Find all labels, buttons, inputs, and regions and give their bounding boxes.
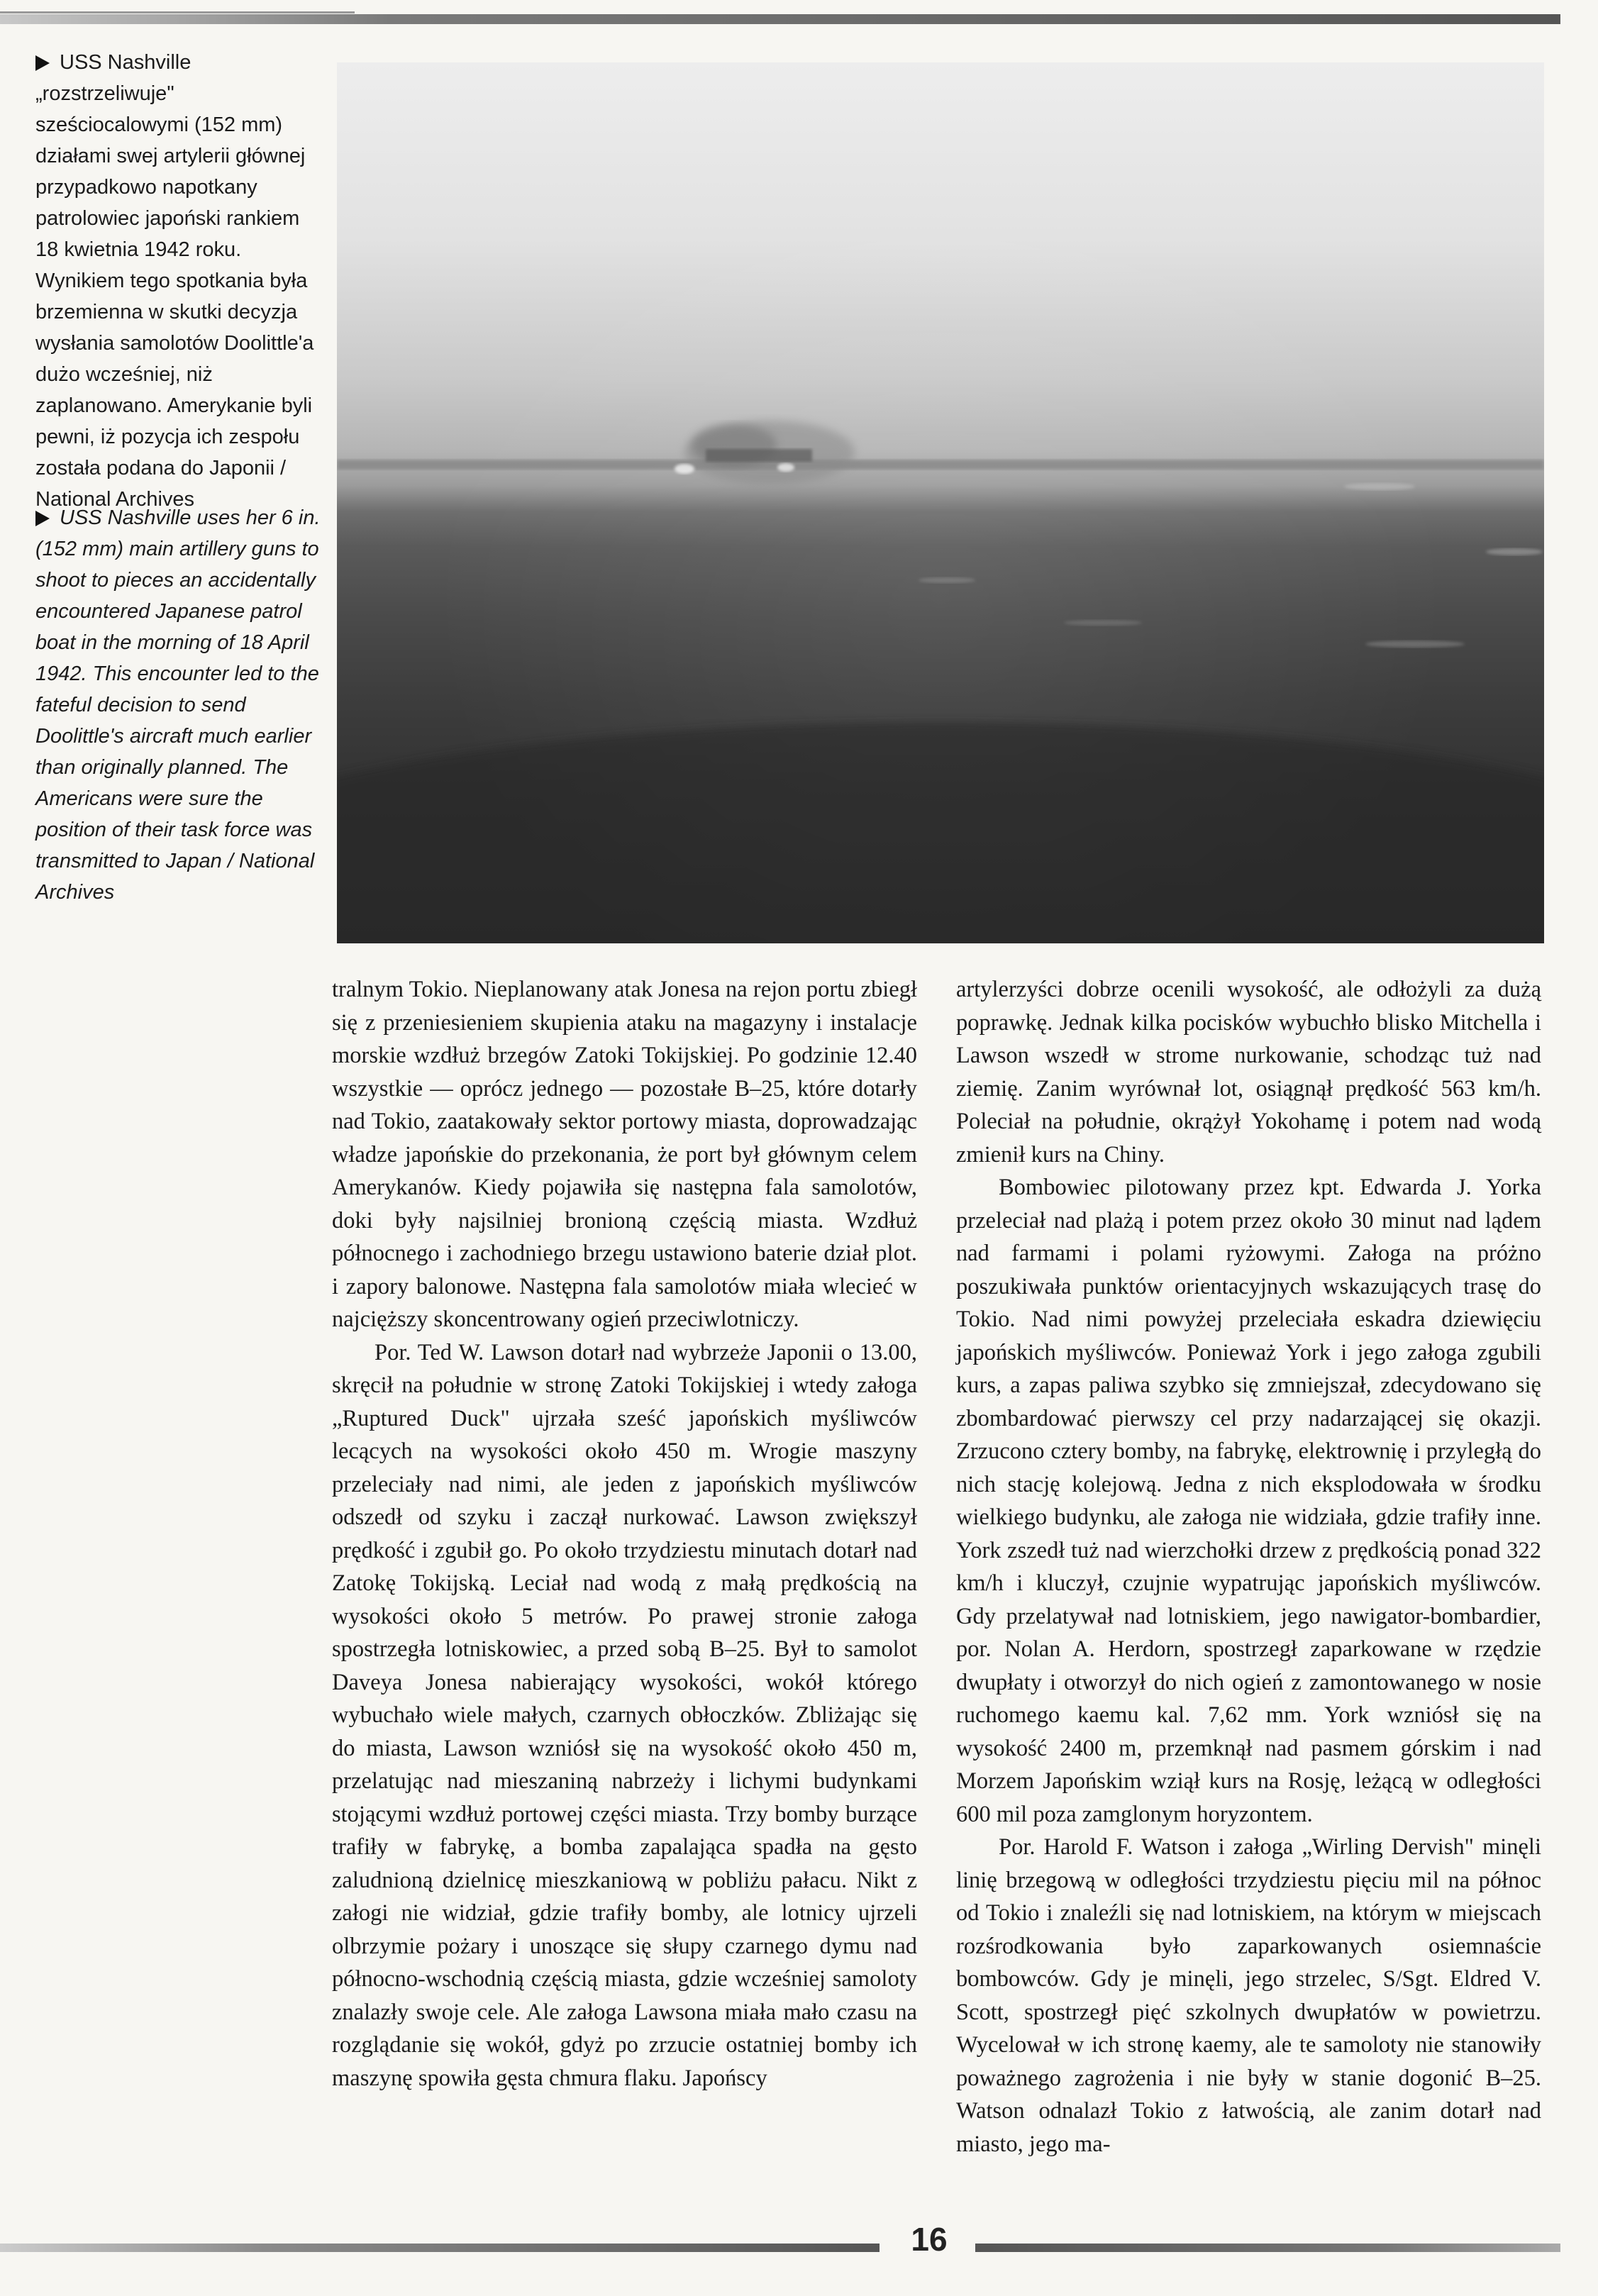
paragraph: Por. Harold F. Watson i załoga „Wirling Dervish" minęli linię brzegową w odległości trzydziestu pięciu mil na północ od Tokio i znaleźli się nad lotniskiem, na którym w miejscach rozśrodkowania było zaparkowanych osiemnaście bombowców. Gdy je minęli, jego strzelec, S/Sgt. Eldred V. Scott, spostrzegł pięć szkolnych dwupłatów w powietrzu. Wycelował w ich stronę kaemy, ale te samoloty nie stanowiły poważnego zagrożenia i nie były w stanie dogonić B–25. Watson odnalazł Tokio z łatwością, ale zanim dotarł nad miasto, jego ma-	[956, 1834, 1541, 2157]
photo-caption-english	[35, 502, 326, 908]
article-column-right	[956, 973, 1541, 2161]
paragraph: Bombowiec pilotowany przez kpt. Edwarda J. Yorka przeleciał nad plażą i potem przez około 30 minut nad lądem nad farmami i polami ryżowymi. Załoga na próżno poszukiwała punktów orientacyjnych wskazujących trasę do Tokio. Nad nimi powyżej przeleciała eskadra dziewięciu japońskich myśliwców. Ponieważ York i jego załoga zgubili kurs, a zapas paliwa szybko się zmniejszał, zdecydowano się zbombardować pierwszy cel przy nadarzającej się okazji. Zrzucono cztery bomby, na fabrykę, elektrownię i przyległą do nich stację kolejową. Jedna z nich eksplodowała w środku wielkiego budynku, ale załoga nie widziała, gdzie trafiły inne. York zszedł tuż nad wierzchołki drzew z prędkością ponad 322 km/h i kluczył, czujnie wypatrując japońskich myśliwców. Gdy przelatywał nad lotniskiem, jego nawigator-bombardier, por. Nolan A. Herdorn, spostrzegł zaparkowane w rzędzie dwupłaty i otworzył do nich ogień z zamontowanego w nosie ruchomego kaemu kal. 7,62 mm. York wzniósł się na wysokość 2400 m, przemknął nad pasmem górskim i nad Morzem Japońskim wziął kurs na Rosję, leżącą w odległości 600 mil poza zamglonym horyzontem.	[956, 1175, 1541, 1827]
sea-battle-photo	[337, 62, 1544, 943]
article-column-left	[332, 973, 917, 2095]
paragraph: tralnym Tokio. Nieplanowany atak Jonesa na rejon portu zbiegł się z przeniesieniem skupienia ataku na magazyny i instalacje morskie wzdłuż brzegów Zatoki Tokijskiej. Po godzinie 12.40 wszystkie — oprócz jednego — pozostałe B–25, które dotarły nad Tokio, zaatakowały sektor portowy miasta, doprowadzając władze japońskie do przekonania, że port był głównym celem Amerykanów. Kiedy pojawiła się następna fala samolotów, doki były najsilniej bronioną częścią miasta. Wzdłuż północnego i zachodniego brzegu ustawiono baterie dział plot. i zapory balonowe. Następna fala samolotów miała wlecieć w najcięższy skoncentrowany ogień przeciwlotniczy.	[332, 977, 917, 1332]
page-number: 16	[911, 2221, 948, 2258]
top-rule	[0, 14, 1560, 24]
caption-english-text: USS Nashville uses her 6 in. (152 mm) main artillery guns to shoot to pieces an accidentally encountered Japanese patrol boat in the morning of 18 April 1942. This encounter led to the fateful decision to send Doolittle's aircraft much earlier than originally planned. The Americans were sure the position of their task force was transmitted to Japan / National Archives	[35, 506, 321, 904]
bottom-rule-right	[975, 2244, 1560, 2252]
bottom-rule-left	[0, 2244, 880, 2252]
photo-illustration	[337, 62, 1544, 943]
paragraph: Por. Ted W. Lawson dotarł nad wybrzeże Japonii o 13.00, skręcił na południe w stronę Zatoki Tokijskiej i wtedy załoga „Ruptured Duck" ujrzała sześć japońskich myśliwców lecących na wysokości około 450 m. Wrogie maszyny przeleciały nad nimi, ale jeden z japońskich myśliwców odszedł od szyku i zaczął nurkować. Lawson zwiększył prędkość i zgubił go. Po około trzydziestu minutach dotarł nad Zatokę Tokijską. Leciał nad wodą z małą prędkością na wysokości około 5 metrów. Po prawej stronie załoga spostrzegła lotniskowiec, a przed sobą B–25. Był to samolot Daveya Jonesa nabierający wysokości, wokół którego wybuchało wiele małych, czarnych obłoczków. Zbliżając się do miasta, Lawson wzniósł się na wysokość około 450 m, przelatując nad mieszaniną nabrzeży i lichymi budynkami stojącymi wzdłuż portowej części miasta. Trzy bomby burzące trafiły w fabrykę, a bomba zapalająca spadła na gęsto zaludnioną dzielnicę mieszkaniową w pobliżu pałacu. Nikt z załogi nie widział, gdzie trafiły bomby, ale lotnicy ujrzeli olbrzymie pożary i unoszące się słupy czarnego dymu nad północno-wschodnią częścią miasta, gdzie wcześniej samoloty znalazły swoje cele. Ale załoga Lawsona miała mało czasu na rozglądanie się wokół, gdyż po zrzucie ostatniej bomby ich maszynę spowiła gęsta chmura flaku. Japońscy	[332, 1339, 917, 2091]
caption-triangle-icon	[35, 511, 50, 526]
top-thin-rule	[0, 11, 355, 13]
caption-polish-text: USS Nashville „rozstrzeliwuje" sześciocalowymi (152 mm) działami swej artylerii głównej przypadkowo napotkany patrolowiec japoński rankiem 18 kwietnia 1942 roku. Wynikiem tego spotkania była brzemienna w skutki decyzja wysłania samolotów Doolittle'a dużo wcześniej, niż zaplanowano. Amerykanie byli pewni, iż pozycja ich zespołu została podana do Japonii / National Archives	[35, 51, 314, 511]
caption-triangle-icon	[35, 55, 50, 71]
paragraph: artylerzyści dobrze ocenili wysokość, ale odłożyli za dużą poprawkę. Jednak kilka pocisków wybuchło blisko Mitchella i Lawson wszedł w strome nurkowanie, schodząc tuż nad ziemię. Zanim wyrównał lot, osiągnął prędkość 563 km/h. Poleciał na południe, okrążył Yokohamę i potem nad wodą zmienił kurs na Chiny.	[956, 977, 1541, 1168]
photo-caption-polish	[35, 47, 326, 515]
